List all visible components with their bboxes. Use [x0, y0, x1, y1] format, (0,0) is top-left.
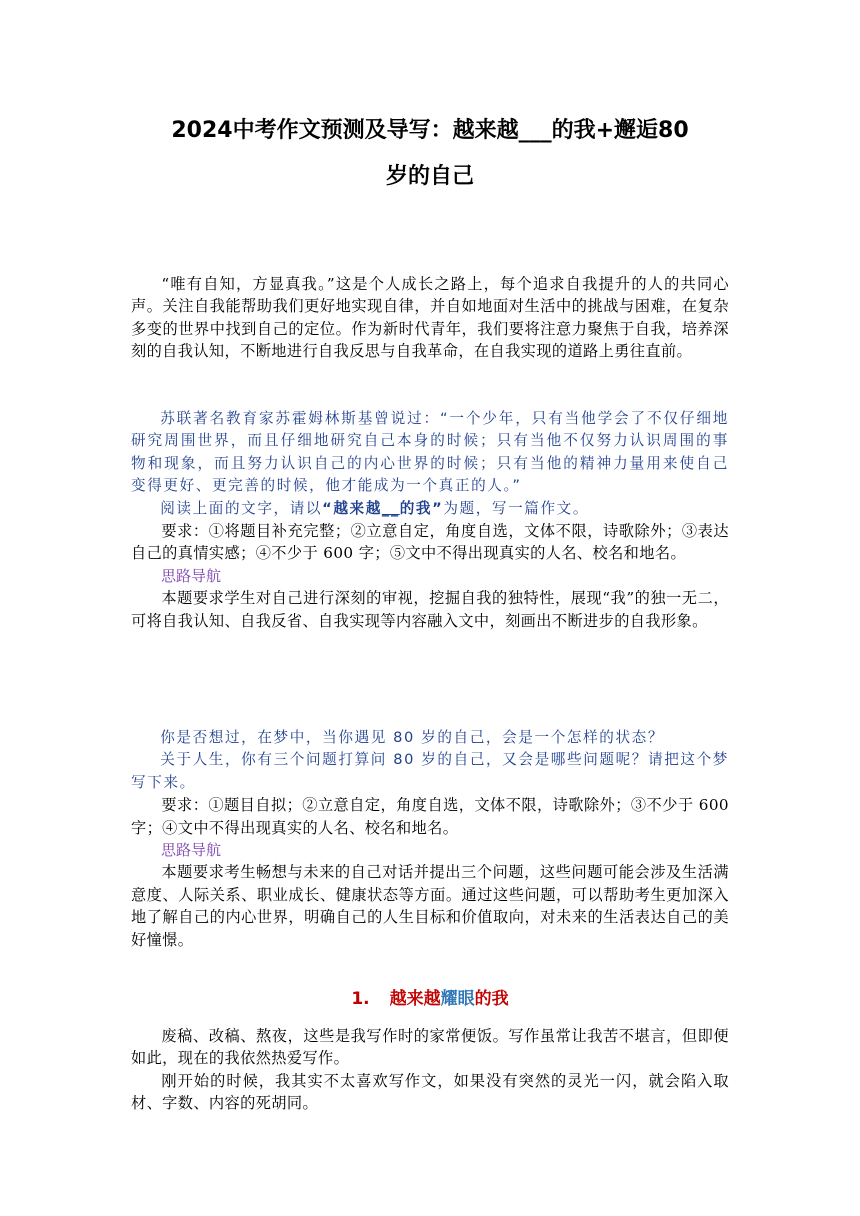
essay-paragraph-2: 刚开始的时候，我其实不太喜欢写作文，如果没有突然的灵光一闪，就会陷入取材、字数、内容的死胡同。 [131, 1071, 729, 1113]
topic-part-1: “越来越 [322, 499, 382, 517]
section-number: 1. [351, 989, 370, 1009]
instruction-tail: 为题，写一篇作文。 [443, 499, 590, 517]
prompt-two-line-2: 关于人生，你有三个问题打算问 80 岁的自己，又会是哪些问题呢？请把这个梦写下来。 [131, 751, 729, 791]
intro-paragraph: “唯有自知，方显真我。”这是个人成长之路上，每个追求自我提升的人的共同心声。关注自我能帮助我们更好地实现自律，并自如地面对生活中的挑战与困难，在复杂多变的世界中找到自己的定位。作为新时代青年，我们要将注意力聚焦于自我，培养深刻的自我认知，不断地进行自我反思与自我革命，在自我实现的道路上勇往直前。 [131, 275, 729, 361]
section-title-part-2: 耀眼 [440, 989, 475, 1009]
title-line-1: 2024中考作文预测及导写：越来越___的我+邂逅80 [171, 118, 689, 143]
prompt-one-section [131, 408, 729, 632]
guide-one-paragraph: 本题要求学生对自己进行深刻的审视，挖掘自我的独特性，展现“我”的独一无二，可将自我认知、自我反省、自我实现等内容融入文中，刻画出不断进步的自我形象。 [131, 589, 729, 630]
guide-heading-two: 思路导航 [161, 841, 222, 860]
section-title-part-1: 越来越 [389, 989, 441, 1009]
page-title [110, 108, 750, 200]
instruction-text: 阅读上面的文字，请以 [160, 499, 323, 517]
prompt-two-line-1: 你是否想过，在梦中，当你遇见 80 岁的自己，会是一个怎样的状态？ [160, 729, 665, 746]
title-line-2: 岁的自己 [385, 164, 474, 189]
prompt-two-requirements: 要求：①题目自拟；②立意自定，角度自选，文体不限，诗歌除外；③不少于 600 字；④文中不得出现真实的人名、校名和地名。 [131, 796, 729, 837]
prompt-two-section [131, 727, 729, 951]
topic-part-2: 的我” [399, 499, 444, 517]
essay-section [131, 1025, 729, 1115]
prompt-one-instruction [131, 498, 729, 520]
prompt-one-requirements: 要求：①将题目补充完整；②立意自定，角度自选，文体不限，诗歌除外；③表达自己的真情实感；④不少于 600 字；⑤文中不得出现真实的人名、校名和地名。 [131, 522, 729, 563]
section-heading-one [131, 986, 729, 1012]
essay-paragraph-1: 废稿、改稿、熬夜，这些是我写作时的家常便饭。写作虽常让我苦不堪言，但即便如此，现在的我依然热爱写作。 [131, 1027, 729, 1068]
topic-title [322, 500, 443, 517]
intro-section [131, 273, 729, 363]
topic-blank: __ [381, 499, 400, 517]
section-title-part-3: 的我 [474, 989, 509, 1009]
prompt-one-quote: 苏联著名教育家苏霍姆林斯基曾说过：“一个少年，只有当他学会了不仅仔细地研究周围世界，而且仔细地研究自己本身的时候；只有当他不仅努力认识周围的事物和现象，而且努力认识自己的内心世界的时候；只有当他的精神力量用来使自己变得更好、更完善的时候，他才能成为一个真正的人。” [131, 410, 729, 495]
guide-two-paragraph: 本题要求考生畅想与未来的自己对话并提出三个问题，这些问题可能会涉及生活满意度、人际关系、职业成长、健康状态等方面。通过这些问题，可以帮助考生更加深入地了解自己的内心世界，明确自己的人生目标和价值取向，对未来的生活表达自己的美好憧憬。 [131, 863, 729, 949]
guide-heading-one: 思路导航 [161, 566, 222, 585]
